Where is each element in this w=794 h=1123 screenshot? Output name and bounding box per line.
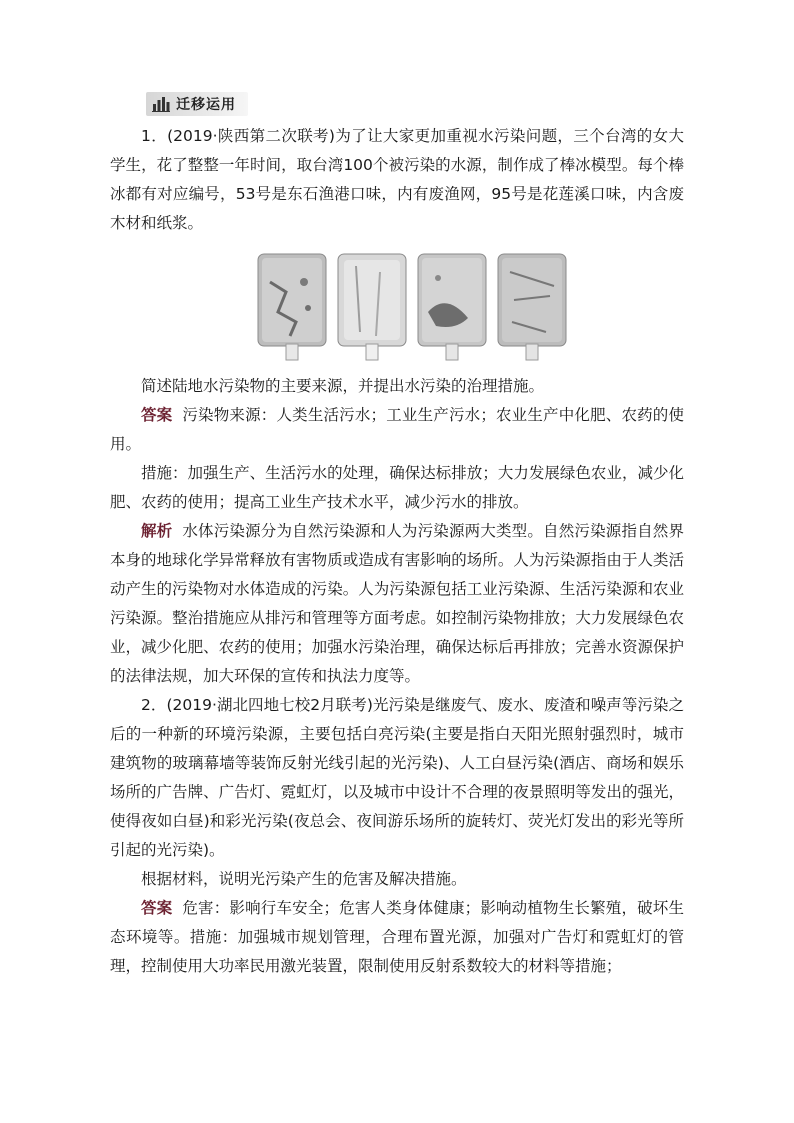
page-content (110, 92, 684, 981)
section-badge (146, 92, 248, 116)
section-title: 迁移运用 (176, 97, 236, 113)
q1-answer (110, 401, 684, 459)
answer-tag: 答案 (141, 899, 173, 917)
chart-bars-icon (152, 96, 170, 112)
analysis-tag: 解析 (141, 522, 173, 540)
q1-stem: 1．(2019·陕西第二次联考)为了让大家更加重视水污染问题，三个台湾的女大学生，花了整整一年时间，取台湾100个被污染的水源，制作成了棒冰模型。每个棒冰都有对应编号，53号是东石渔港口味，内有废渔网，95号是花莲溪口味，内含废木材和纸浆。 (110, 127, 684, 232)
q2-question: 根据材料，说明光污染产生的危害及解决措施。 (141, 870, 467, 888)
q1-analysis-text: 水体污染源分为自然污染源和人为污染源两大类型。自然污染源指自然界本身的地球化学异常释放有害物质或造成有害影响的场所。人为污染源指由于人类活动产生的污染物对水体造成的污染。人为污染源包括工业污染源、生活污染源和农业污染源。整治措施应从排污和管理等方面考虑。如控制污染物排放；大力发展绿色农业，减少化肥、农药的使用；加强水污染治理，确保达标后再排放；完善水资源保护的法律法规，加大环保的宣传和执法力度等。 (110, 522, 684, 685)
answer-tag: 答案 (141, 406, 173, 424)
q1-answer-measures: 措施：加强生产、生活污水的处理，确保达标排放；大力发展绿色农业，减少化肥、农药的使用；提高工业生产技术水平，减少污水的排放。 (110, 464, 684, 511)
q2-answer-text: 危害：影响行车安全；危害人类身体健康；影响动植物生长繁殖，破坏生态环境等。措施：加强城市规划管理，合理布置光源，加强对广告灯和霓虹灯的管理，控制使用大功率民用激光装置，限制使用反射系数较大的材料等措施； (110, 899, 684, 975)
polluted-popsicle-image (110, 252, 684, 362)
q2-answer (110, 894, 684, 981)
q1-question: 简述陆地水污染物的主要来源，并提出水污染的治理措施。 (141, 377, 545, 395)
q1-answer-text: 污染物来源：人类生活污水；工业生产污水；农业生产中化肥、农药的使用。 (110, 406, 684, 453)
popsicle-1 (256, 252, 328, 362)
q1-analysis (110, 517, 684, 691)
popsicle-3 (416, 252, 488, 362)
popsicle-4 (496, 252, 568, 362)
q2-stem: 2．(2019·湖北四地七校2月联考)光污染是继废气、废水、废渣和噪声等污染之后的一种新的环境污染源，主要包括白亮污染(主要是指白天阳光照射强烈时，城市建筑物的玻璃幕墙等装饰反射光线引起的光污染)、人工白昼污染(酒店、商场和娱乐场所的广告牌、广告灯、霓虹灯，以及城市中设计不合理的夜景照明等发出的强光，使得夜如白昼)和彩光污染(夜总会、夜间游乐场所的旋转灯、荧光灯发出的彩光等所引起的光污染)。 (110, 696, 684, 859)
popsicle-2 (336, 252, 408, 362)
